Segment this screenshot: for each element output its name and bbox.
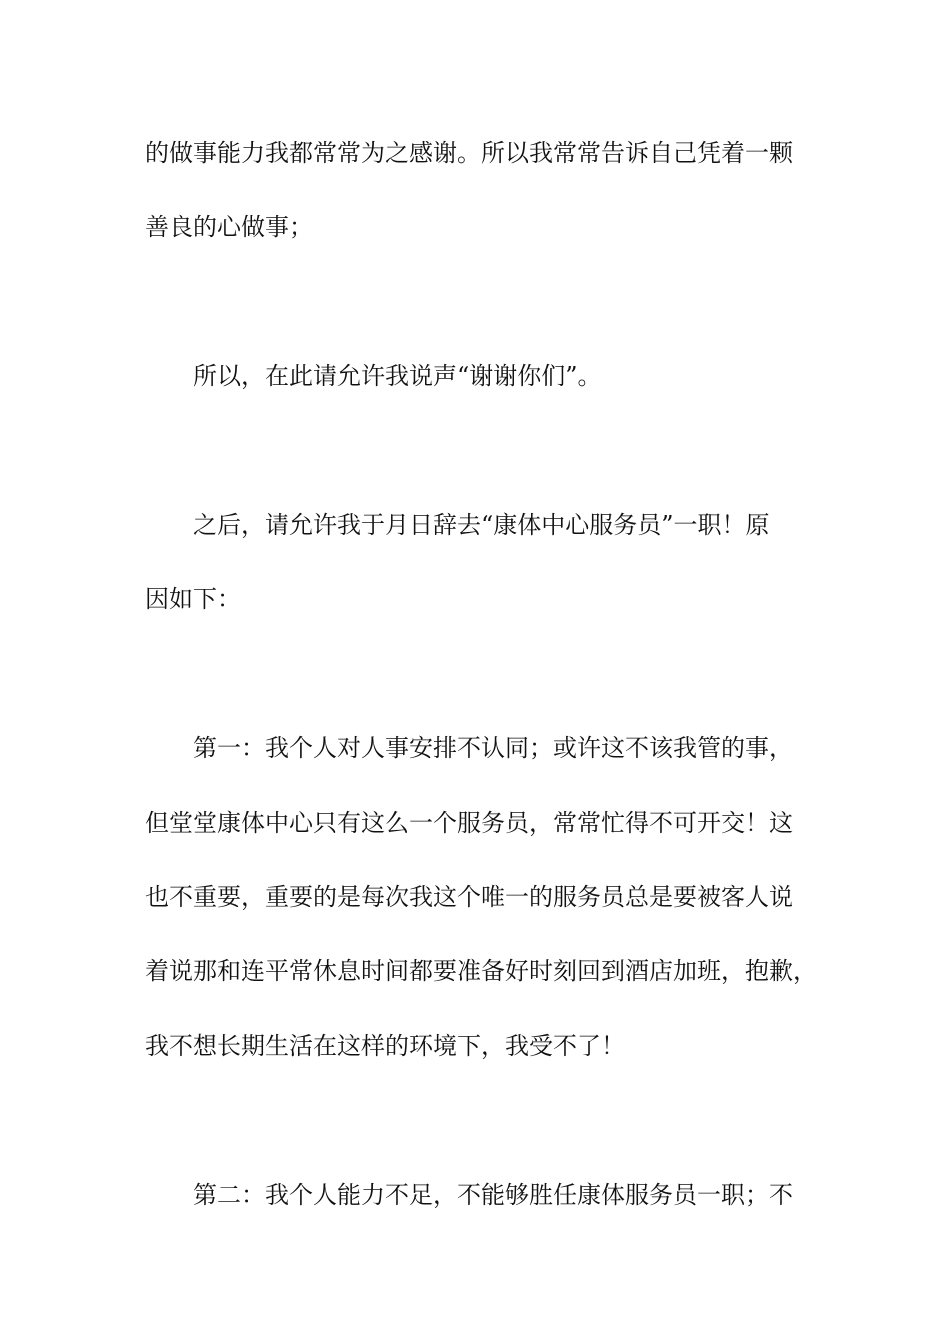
text-line: 因如下： bbox=[145, 585, 241, 613]
text-line: 善良的心做事； bbox=[145, 213, 313, 241]
text-line: 第二：我个人能力不足，不能够胜任康体服务员一职；不 bbox=[193, 1181, 793, 1209]
text-line: 的做事能力我都常常为之感谢。所以我常常告诉自己凭着一颗 bbox=[145, 139, 793, 167]
text-line: 但堂堂康体中心只有这么一个服务员，常常忙得不可开交！这 bbox=[145, 809, 793, 837]
text-line: 也不重要，重要的是每次我这个唯一的服务员总是要被客人说 bbox=[145, 883, 793, 911]
text-line: 之后，请允许我于月日辞去“康体中心服务员”一职！原 bbox=[193, 511, 770, 539]
text-line: 我不想长期生活在这样的环境下，我受不了！ bbox=[145, 1032, 625, 1060]
text-line: 着说那和连平常休息时间都要准备好时刻回到酒店加班，抱歉， bbox=[145, 957, 817, 985]
text-line: 第一：我个人对人事安排不认同；或许这不该我管的事， bbox=[193, 734, 793, 762]
text-line: 所以，在此请允许我说声“谢谢你们”。 bbox=[193, 362, 602, 390]
